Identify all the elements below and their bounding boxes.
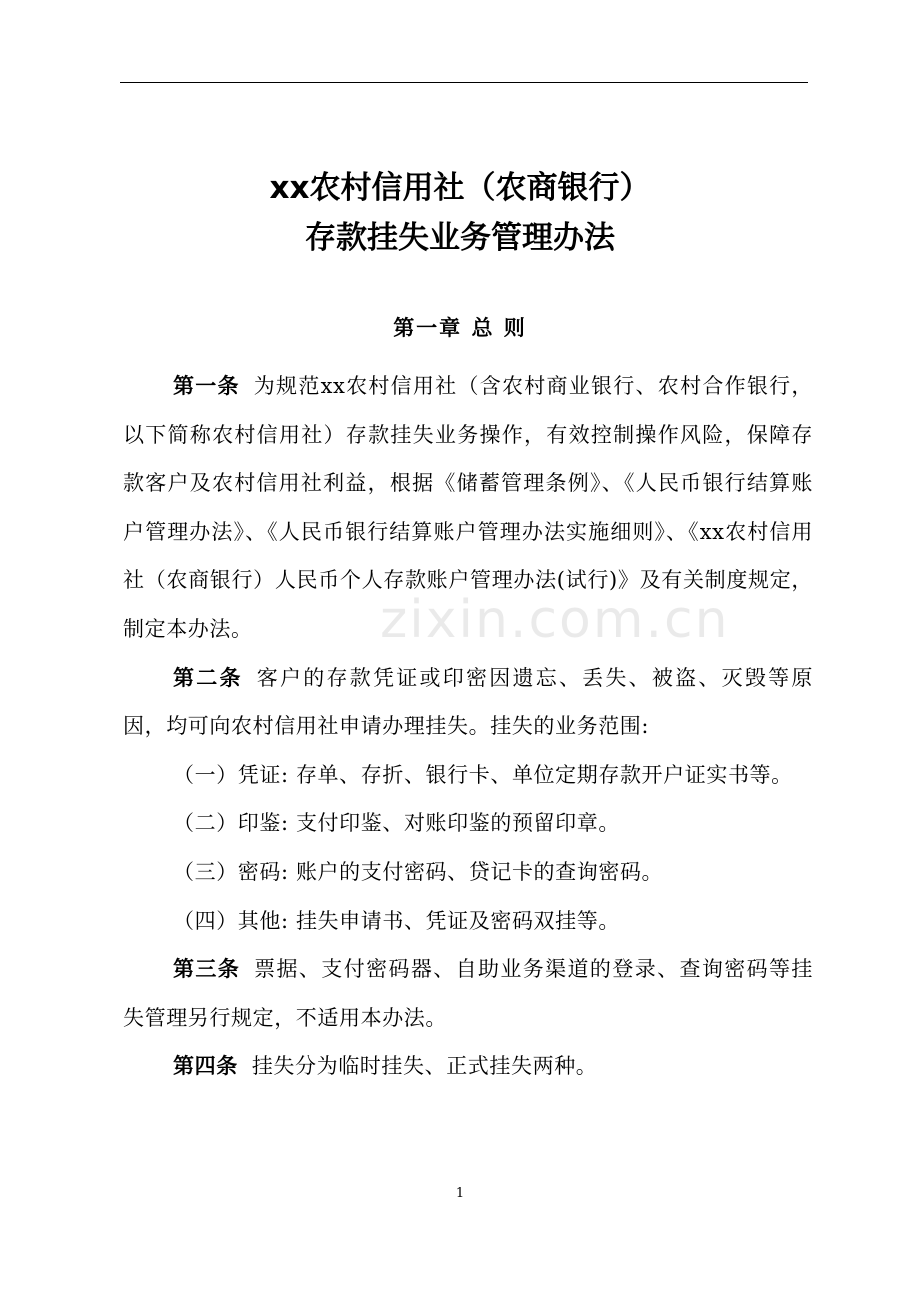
header-rule <box>120 82 808 83</box>
list-item: （一）凭证: 存单、存折、银行卡、单位定期存款开户证实书等。 <box>173 762 793 787</box>
document-title-line1: xx农村信用社（农商银行） <box>269 170 651 206</box>
article-2 <box>123 654 813 751</box>
document-title-line2: 存款挂失业务管理办法 <box>305 220 615 256</box>
article-4 <box>123 1042 813 1091</box>
list-item: （二）印鉴: 支付印鉴、对账印鉴的预留印章。 <box>173 811 620 836</box>
article-text: 为规范xx农村信用社（含农村商业银行、农村合作银行，以下简称农村信用社）存款挂失业务操作，有效控制操作风险，保障存款客户及农村信用社利益，根据《储蓄管理条例》、《人民币银行结算账户管理办法》、《人民币银行结算账户管理办法实施细则》、《xx农村信用社（农商银行）人民币个人存款账户管理办法(试行)》及有关制度规定，制定本办法。 <box>123 374 813 641</box>
list-item: （四）其他: 挂失申请书、凭证及密码双挂等。 <box>173 908 620 933</box>
article-label: 第四条 <box>173 1054 238 1079</box>
article-3 <box>123 945 813 1042</box>
article-text: 挂失分为临时挂失、正式挂失两种。 <box>251 1054 598 1079</box>
article-text: 客户的存款凭证或印密因遗忘、丢失、被盗、灭毁等原因，均可向农村信用社申请办理挂失。挂失的业务范围: <box>123 665 813 739</box>
document-body <box>123 362 813 1091</box>
article-text: 票据、支付密码器、自助业务渠道的登录、查询密码等挂失管理另行规定，不适用本办法。 <box>123 957 813 1030</box>
page-number: 1 <box>455 1186 465 1201</box>
watermark: zixin.com.cn <box>380 590 730 650</box>
chapter-heading: 第一章 总 则 <box>393 316 527 340</box>
article-label: 第三条 <box>173 957 241 982</box>
list-item: （三）密码: 账户的支付密码、贷记卡的查询密码。 <box>173 859 664 884</box>
article-label: 第一条 <box>173 374 240 398</box>
article-label: 第二条 <box>173 665 243 690</box>
